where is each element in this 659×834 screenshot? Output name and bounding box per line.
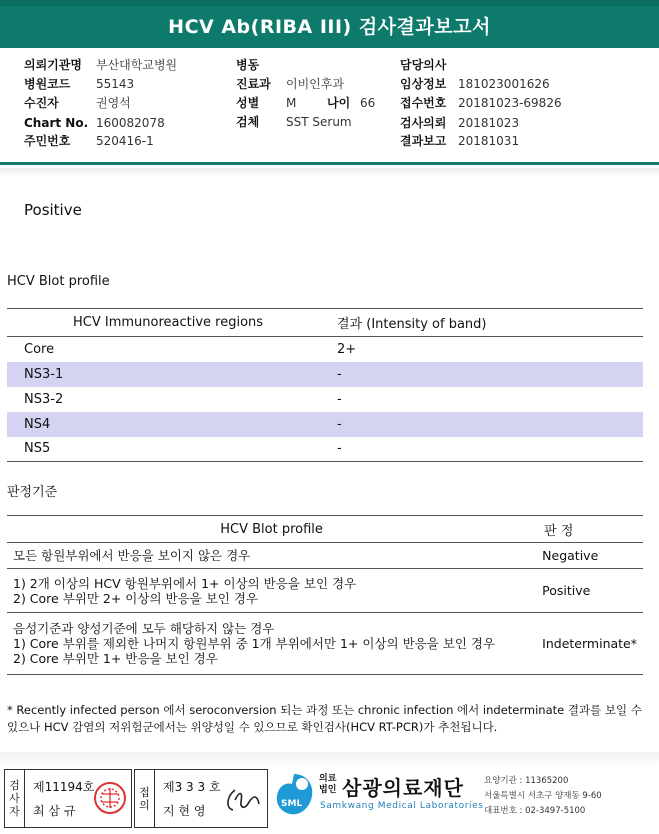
organization-block: [272, 770, 652, 828]
criteria-section-title: 판정기준: [7, 485, 58, 500]
org-address: 서울특별시 서초구 양재동 9-60: [484, 791, 602, 801]
org-english-name: Samkwang Medical Laboratories: [320, 801, 484, 811]
org-name: 삼광의료재단: [342, 776, 464, 800]
inspector-label: 검 사 자: [5, 770, 25, 827]
table-row: [7, 569, 643, 613]
blot-section-title: HCV Blot profile: [7, 274, 110, 289]
label-chart-no: Chart No.: [24, 116, 89, 130]
value-hospital-code: 55143: [96, 77, 135, 91]
svg-text:SML: SML: [281, 799, 303, 809]
criteria-header-profile: HCV Blot profile: [7, 516, 536, 543]
value-sex: M: [286, 96, 297, 110]
table-row: [7, 613, 643, 675]
org-phone: 대표번호 : 02-3497-5100: [484, 806, 586, 816]
verdict-cell: Positive: [536, 569, 643, 613]
blot-header-result: 결과 (Intensity of band): [337, 309, 643, 337]
result-cell: -: [337, 437, 643, 462]
care-code: 요양기관 : 11365200: [484, 776, 569, 786]
region-cell: Core: [24, 341, 55, 357]
value-report-date: 20181031: [458, 134, 520, 148]
region-cell: NS4: [7, 412, 337, 437]
table-row: [7, 337, 643, 362]
label-specimen: 검체: [236, 115, 260, 129]
criteria-line: 2) Core 부위만 2+ 이상의 반응을 보인 경우: [13, 590, 258, 606]
value-receipt-no: 20181023-69826: [458, 96, 562, 110]
value-request-date: 20181023: [458, 116, 520, 130]
report-title: HCV Ab(RIBA III) 검사결과보고서: [0, 0, 659, 48]
label-request-date: 검사의뢰: [400, 116, 447, 130]
patient-info: [0, 53, 659, 165]
blot-table: [7, 308, 643, 462]
footnote: * Recently infected person 에서 seroconversion 되는 과정 또는 chronic infection 에서 indeterminate 결과를 보일 수 있으나 HCV 감염의 저위험군에서는 위양성일 수 있으므로 확인검사(HCV RT-PCR)가 추천됩니다.: [7, 703, 642, 734]
value-resident-no: 520416-1: [96, 134, 154, 148]
verdict-cell: Indeterminate*: [536, 613, 643, 675]
label-resident-no: 주민번호: [24, 134, 71, 148]
region-cell: NS5: [7, 437, 337, 462]
label-clinical-info: 임상정보: [400, 77, 447, 91]
value-institution: 부산대학교병원: [96, 58, 178, 72]
approver-box: [134, 769, 268, 828]
verdict-cell: Negative: [536, 543, 643, 569]
result-cell: -: [337, 412, 643, 437]
value-specimen: SST Serum: [286, 115, 352, 129]
table-row: [7, 412, 643, 437]
approver-license: 제3 3 3 호: [163, 780, 221, 794]
criteria-line: 모든 항원부위에서 반응을 보이지 않은 경우: [13, 548, 251, 563]
label-patient: 수진자: [24, 96, 59, 110]
region-cell: NS3-1: [7, 362, 337, 387]
criteria-table: [7, 515, 643, 675]
result-cell: 2+: [337, 341, 357, 357]
value-department: 이비인후과: [286, 77, 344, 91]
inspector-name: 최 삼 규: [33, 804, 76, 818]
result-cell: -: [337, 362, 643, 387]
seal-stamp: [93, 780, 127, 816]
label-report-date: 결과보고: [400, 134, 447, 148]
label-sex: 성별: [236, 96, 260, 110]
overall-result: Positive: [24, 201, 82, 219]
criteria-line: 1) Core 부위를 제외한 나머지 항원부위 중 1개 부위에서만 1+ 이상의 반응을 보인 경우: [13, 636, 496, 651]
value-chart-no: 160082078: [96, 116, 165, 130]
label-doctor: 담당의사: [400, 58, 447, 72]
value-patient: 권영석: [96, 96, 131, 110]
label-ward: 병동: [236, 58, 260, 72]
table-row: [7, 437, 643, 462]
criteria-line: 1) 2개 이상의 HCV 항원부위에서 1+ 이상의 반응을 보인 경우: [13, 575, 357, 591]
org-contact: [484, 774, 602, 819]
label-age: 나이: [327, 96, 351, 110]
inspector-license: 제11194호: [33, 780, 95, 794]
approver-label: 접 의: [135, 770, 155, 827]
result-cell: -: [337, 391, 342, 407]
signature: [221, 784, 263, 816]
criteria-line: 음성기준과 양성기준에 모두 해당하지 않는 경우: [13, 621, 275, 636]
section-divider: [0, 168, 659, 176]
org-prefix: 의료 법인: [319, 774, 337, 795]
label-institution: 의뢰기관명: [24, 58, 82, 72]
blot-header-region: HCV Immunoreactive regions: [7, 309, 337, 337]
table-row: [7, 543, 643, 569]
label-hospital-code: 병원코드: [24, 77, 71, 91]
footer-divider: [0, 752, 659, 766]
criteria-header-verdict: 판 정: [536, 516, 643, 543]
label-department: 진료과: [236, 77, 271, 91]
value-clinical-info: 181023001626: [458, 77, 550, 91]
sml-logo-icon: [272, 772, 316, 820]
table-row: [7, 362, 643, 387]
region-cell: NS3-2: [24, 391, 64, 407]
label-receipt-no: 접수번호: [400, 96, 447, 110]
value-age: 66: [360, 96, 376, 110]
inspector-box: [4, 769, 132, 828]
criteria-line: 2) Core 부위만 1+ 반응을 보인 경우: [13, 651, 218, 666]
table-row: [7, 387, 643, 412]
approver-name: 지 현 영: [163, 804, 206, 818]
